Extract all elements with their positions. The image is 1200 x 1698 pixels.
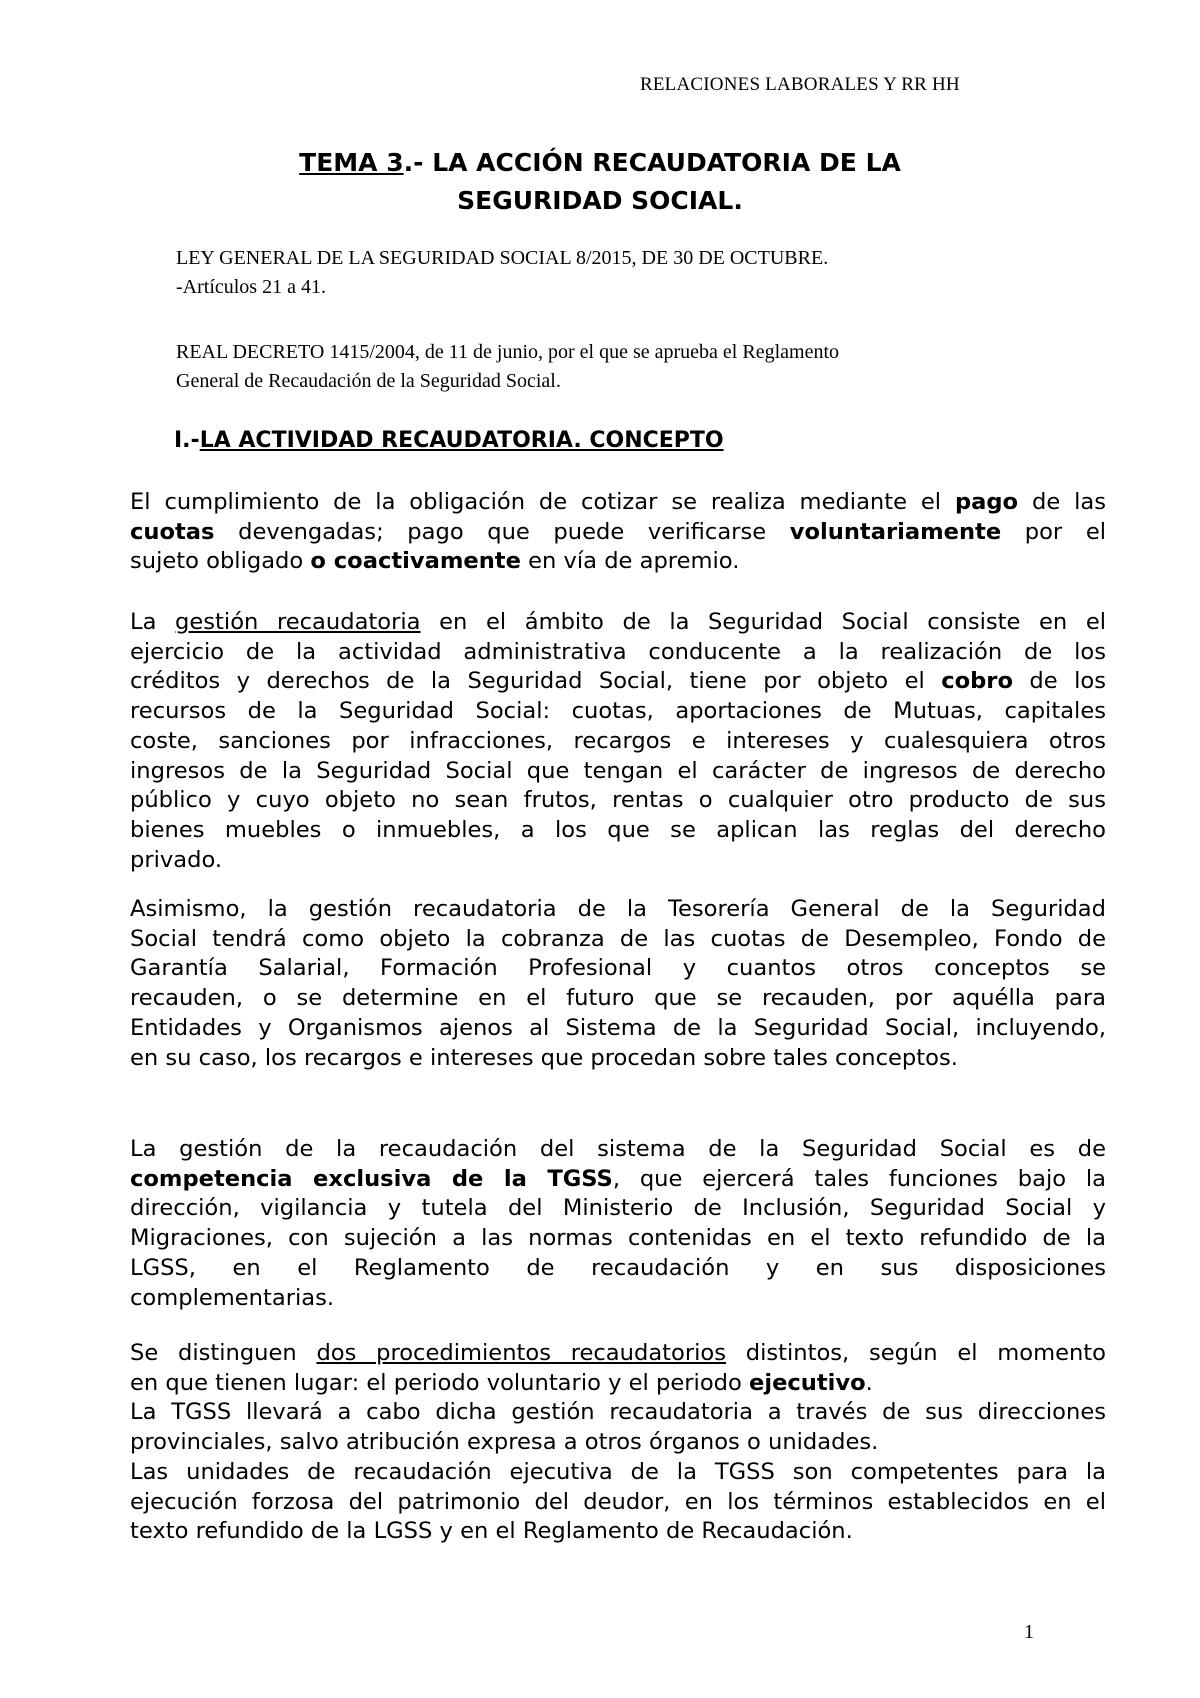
- p2-line: coste, sanciones por infracciones, recargos e intereses y cualesquiera otros: [130, 727, 1106, 754]
- law-line-2: -Artículos 21 a 41.: [176, 276, 326, 298]
- p4-line: La gestión de la recaudación del sistema de la Seguridad Social es de: [130, 1136, 1106, 1162]
- paragraph-5: [130, 1339, 1106, 1547]
- p4-bold: competencia exclusiva de la TGSS: [130, 1165, 613, 1192]
- p2-line: bienes muebles o inmuebles, a los que se aplican las reglas del derecho: [130, 816, 1106, 843]
- p4-line: LGSS, en el Reglamento de recaudación y en sus disposiciones: [130, 1254, 1106, 1281]
- p3-line: Asimismo, la gestión recaudatoria de la Tesorería General de la Seguridad: [130, 896, 1106, 922]
- p1-line: [130, 547, 1106, 577]
- p3-line: en su caso, los recargos e intereses que procedan sobre tales conceptos.: [130, 1044, 958, 1071]
- p2-line: [130, 667, 1106, 697]
- p2-line: ingresos de la Seguridad Social que tengan el carácter de ingresos de derecho: [130, 757, 1106, 784]
- p1-line: [130, 488, 1106, 518]
- p2-line: privado.: [130, 846, 223, 873]
- section-title: LA ACTIVIDAD RECAUDATORIA. CONCEPTO: [199, 428, 724, 453]
- p4-line: dirección, vigilancia y tutela del Ministerio de Inclusión, Seguridad Social y: [130, 1195, 1106, 1222]
- law-line-1: LEY GENERAL DE LA SEGURIDAD SOCIAL 8/2015, DE 30 DE OCTUBRE.: [176, 247, 829, 269]
- p5-line: provinciales, salvo atribución expresa a otros órganos o unidades.: [130, 1429, 879, 1456]
- p1-bold: pago: [954, 489, 1019, 515]
- p3-line: Entidades y Organismos ajenos al Sistema de la Seguridad Social, incluyendo,: [130, 1014, 1106, 1041]
- paragraph-4: [130, 1135, 1106, 1313]
- p5-line: [130, 1369, 1106, 1399]
- running-header: RELACIONES LABORALES Y RR HH: [640, 74, 960, 95]
- title-line-1: [180, 144, 1020, 182]
- p1-text: de las: [1018, 489, 1106, 515]
- p4-text: , que ejercerá tales funciones bajo la: [612, 1165, 1106, 1192]
- page-number: 1: [1024, 1621, 1034, 1643]
- p5-text: distintos, según el momento: [726, 1340, 1106, 1366]
- p2-underlined: gestión recaudatoria: [175, 609, 421, 635]
- p3-line: recauden, o se determine en el futuro que se recauden, por aquélla para: [130, 985, 1106, 1012]
- p5-text: .: [865, 1369, 873, 1396]
- p3-line: Social tendrá como objeto la cobranza de las cuotas de Desempleo, Fondo de: [130, 925, 1106, 952]
- paragraph-3: [130, 895, 1106, 1073]
- p5-line: [130, 1339, 1106, 1369]
- p1-text: por el: [1001, 518, 1106, 545]
- decree-line-1: REAL DECRETO 1415/2004, de 11 de junio, por el que se aprueba el Reglamento: [176, 341, 840, 363]
- p5-line: La TGSS llevará a cabo dicha gestión recaudatoria a través de sus direcciones: [130, 1399, 1106, 1426]
- law-reference: [176, 244, 1076, 302]
- p2-text: La: [130, 609, 176, 635]
- p2-text: de los: [1012, 668, 1106, 695]
- p2-text: en el ámbito de la Seguridad Social consiste en el: [420, 609, 1106, 635]
- p5-line: Las unidades de recaudación ejecutiva de la TGSS son competentes para la: [130, 1458, 1106, 1485]
- p3-line: Garantía Salarial, Formación Profesional y cuantos otros conceptos se: [130, 955, 1106, 982]
- p4-line: [130, 1165, 1106, 1195]
- p2-line: [130, 608, 1106, 638]
- p5-line: ejecución forzosa del patrimonio del deudor, en los términos establecidos en el: [130, 1488, 1106, 1515]
- p5-underlined: dos procedimientos recaudatorios: [316, 1340, 727, 1366]
- title-line-1-rest: .- LA ACCIÓN RECAUDATORIA DE LA: [403, 148, 901, 177]
- p5-text: Se distinguen: [130, 1340, 317, 1366]
- title-topic-label: TEMA 3: [299, 148, 404, 177]
- p1-text: El cumplimiento de la obligación de cotizar se realiza mediante el: [130, 489, 955, 515]
- document-title: [180, 144, 1020, 220]
- section-heading: [174, 428, 724, 453]
- p5-line: texto refundido de la LGSS y en el Reglamento de Recaudación.: [130, 1518, 853, 1545]
- p1-text: sujeto obligado: [130, 548, 311, 575]
- p5-text: en que tienen lugar: el periodo voluntario y el periodo: [130, 1369, 749, 1396]
- p1-line: [130, 518, 1106, 548]
- p1-text: devengadas; pago que puede verificarse: [214, 518, 790, 545]
- p2-line: ejercicio de la actividad administrativa conducente a la realización de los: [130, 638, 1106, 665]
- decree-line-2: General de Recaudación de la Seguridad Social.: [176, 370, 561, 392]
- section-number: I.-: [174, 428, 200, 453]
- p1-bold: o coactivamente: [310, 548, 521, 575]
- p5-bold: ejecutivo: [749, 1369, 866, 1396]
- p2-line: recursos de la Seguridad Social: cuotas, aportaciones de Mutuas, capitales: [130, 698, 1106, 725]
- p4-line: complementarias.: [130, 1284, 335, 1311]
- p1-bold: cuotas: [130, 518, 215, 545]
- p2-text: créditos y derechos de la Seguridad Social, tiene por objeto el: [130, 668, 942, 695]
- decree-reference: [176, 338, 1076, 396]
- p2-line: público y cuyo objeto no sean frutos, rentas o cualquier otro producto de sus: [130, 787, 1106, 814]
- p4-line: Migraciones, con sujeción a las normas contenidas en el texto refundido de la: [130, 1225, 1106, 1252]
- p1-bold: voluntariamente: [789, 518, 1002, 545]
- p2-bold: cobro: [941, 668, 1013, 695]
- title-line-2: SEGURIDAD SOCIAL.: [457, 186, 743, 215]
- paragraph-1: [130, 488, 1106, 577]
- paragraph-2: [130, 608, 1106, 875]
- p1-text: en vía de apremio.: [520, 548, 740, 575]
